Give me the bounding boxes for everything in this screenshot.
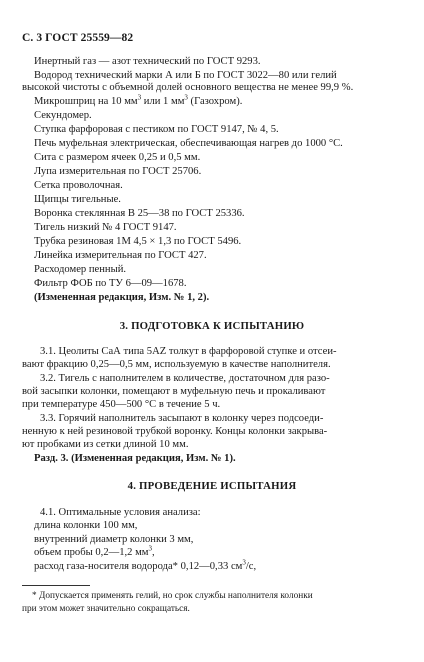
superscript: 3 [148,544,153,553]
footnote-line: при этом может значительно сокращаться. [22,604,190,614]
condition-line: внутренний диаметр колонки 3 мм, [34,534,194,545]
reagent-line: Инертный газ — азот технический по ГОСТ 9293. [34,56,261,67]
condition-text: /с, [245,561,257,572]
reagent-line: Щипцы тигельные. [34,194,121,205]
reagent-line: Линейка измерительная по ГОСТ 427. [34,250,207,261]
reagent-line: Секундомер. [34,110,92,121]
reagent-line: Сетка проволочная. [34,180,123,191]
paragraph-line: 4.1. Оптимальные условия анализа: [40,507,201,518]
reagent-line: Воронка стеклянная В 25—38 по ГОСТ 25336. [34,208,245,219]
superscript: 3 [242,558,246,567]
reagent-line: Фильтр ФОБ по ТУ 6—09—1678. [34,278,187,289]
reagent-line: Тигель низкий № 4 ГОСТ 9147. [34,222,177,233]
paragraph-line: вой засыпки колонки, помещают в муфельную печь и прокаливают [22,386,326,397]
paragraph-line: 3.1. Цеолиты СаА типа 5AZ толкут в фарфоровой ступке и отсеи- [40,346,337,357]
superscript: 3 [137,93,142,102]
reagent-line: Водород технический марки А или Б по ГОСТ 3022—80 или гелий [34,70,337,81]
reagent-line: Сита с размером ячеек 0,25 и 0,5 мм. [34,152,201,163]
reagent-line: Лупа измерительная по ГОСТ 25706. [34,166,202,177]
condition-text: расход газа-носителя водорода* 0,12—0,33 см [34,561,243,572]
condition-line [34,546,155,559]
reagent-line [34,95,242,108]
section-4-title: 4. ПРОВЕДЕНИЕ ИСПЫТАНИЯ [127,480,297,492]
paragraph-line: вают фракцию 0,25—0,5 мм, используемую в качестве наполнителя. [22,359,331,370]
paragraph-line: при температуре 450—500 °С в течение 5 ч. [22,399,221,410]
amendment-note: (Измененная редакция, Изм. № 1, 2). [34,292,210,303]
paragraph-line: 3.3. Горячий наполнитель засыпают в колонку через подсоеди- [40,413,324,424]
paragraph-line: ют пробками из сетки длиной 10 мм. [22,439,189,450]
reagent-line: Печь муфельная электрическая, обеспечивающая нагрев до 1000 °С. [34,138,343,149]
reagent-line: Расходомер пенный. [34,264,127,275]
paragraph-line: ненную к ней резиновой трубкой воронку. Концы колонки закрыва- [22,426,328,437]
condition-text: объем пробы 0,2—1,2 мм [34,547,149,558]
reagent-text: (Газохром). [187,96,243,107]
superscript: 3 [184,93,188,102]
amendment-note: Разд. 3. (Измененная редакция, Изм. № 1). [34,453,236,464]
paragraph-line: 3.2. Тигель с наполнителем в количестве, достаточном для разо- [40,373,330,384]
section-3-title: 3. ПОДГОТОВКА К ИСПЫТАНИЮ [119,320,305,332]
condition-text: , [152,547,155,558]
condition-line [34,560,256,573]
reagent-line: Ступка фарфоровая с пестиком по ГОСТ 9147, № 4, 5. [34,124,279,135]
footnote-line: * Допускается применять гелий, но срок службы наполнителя колонки [32,591,313,601]
reagent-text: Микрошприц на 10 мм [34,96,138,107]
page-header: С. 3 ГОСТ 25559—82 [22,32,134,44]
footnote-rule [22,585,90,586]
reagent-line: Трубка резиновая 1М 4,5 × 1,3 по ГОСТ 5496. [34,236,242,247]
reagent-text: или 1 мм [141,96,185,107]
condition-line: длина колонки 100 мм, [34,520,138,531]
reagent-line: высокой чистоты с объемной долей основного вещества не менее 99,9 %. [22,82,354,93]
